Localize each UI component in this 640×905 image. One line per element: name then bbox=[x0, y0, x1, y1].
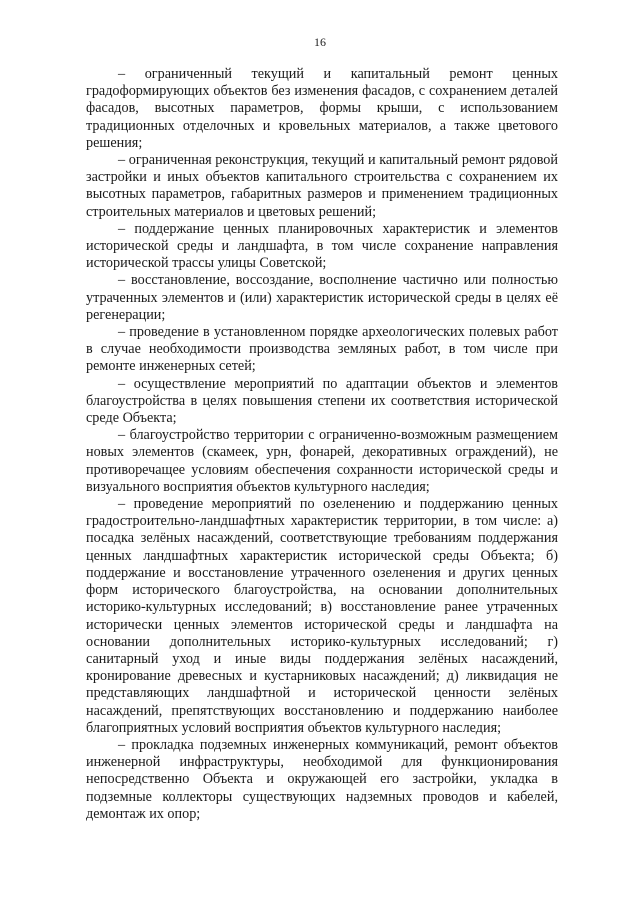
paragraph-5: – проведение в установленном порядке археологических полевых работ в случае необходимости производства земляных работ, в том числе при ремонте инженерных сетей; bbox=[86, 324, 558, 375]
paragraph-7: – благоустройство территории с ограниченно-возможным размещением новых элементов (скамеек, урн, фонарей, декоративных ограждений), не противоречащее условиям обеспечения сохранности исторической среды и визуального восприятия объектов культурного наследия; bbox=[86, 427, 558, 495]
paragraph-1: – ограниченный текущий и капитальный ремонт ценных градоформирующих объектов без изменения фасадов, с сохранением деталей фасадов, высотных параметров, формы крыши, с использованием традиционных отделочных и кровельных материалов, а также цветового решения; bbox=[86, 66, 558, 151]
paragraph-6: – осуществление мероприятий по адаптации объектов и элементов благоустройства в целях повышения степени их соответствия исторической среде Объекта; bbox=[86, 375, 558, 427]
page-number: 16 bbox=[314, 35, 326, 49]
paragraph-3: – поддержание ценных планировочных характеристик и элементов исторической среды и ландшафта, в том числе сохранение направления исторической трассы улицы Советской; bbox=[86, 220, 558, 272]
paragraph-4: – восстановление, воссоздание, восполнение частично или полностью утраченных элементов и (или) характеристик исторической среды в целях её регенерации; bbox=[86, 272, 558, 323]
paragraph-8: – проведение мероприятий по озеленению и поддержанию ценных градостроительно-ландшафтных характеристик территории, в том числе: а) посадка зелёных насаждений, соответствующие требованиям поддержания ценных ландшафтных характеристик исторической среды Объекта; б) поддержание и восстановление утраченного озеленения и других ценных форм исторического благоустройства, на основании дополнительных историко-культурных исследований; в) восстановление ранее утраченных исторически ценных элементов исторической среды и ландшафта на основании дополнительных историко-культурных исследований; г) санитарный уход и иные виды поддержания зелёных насаждений, кронирование древесных и кустарниковых насаждений; д) ликвидация не представляющих ландшафтной и исторической ценности зелёных насаждений, препятствующих восстановлению и поддержанию наиболее благоприятных условий восприятия объектов культурного наследия; bbox=[86, 496, 558, 736]
paragraph-9: – прокладка подземных инженерных коммуникаций, ремонт объектов инженерной инфраструктуры, необходимой для функционирования непосредственно Объекта и окружающей его застройки, укладка в подземные коллекторы существующих надземных проводов и кабелей, демонтаж их опор; bbox=[86, 736, 558, 822]
paragraph-2: – ограниченная реконструкция, текущий и капитальный ремонт рядовой застройки и иных объектов капитального строительства с сохранением их высотных параметров, габаритных размеров и применением традиционных строительных материалов и цветовых решений; bbox=[86, 152, 558, 220]
document-body bbox=[86, 66, 558, 823]
